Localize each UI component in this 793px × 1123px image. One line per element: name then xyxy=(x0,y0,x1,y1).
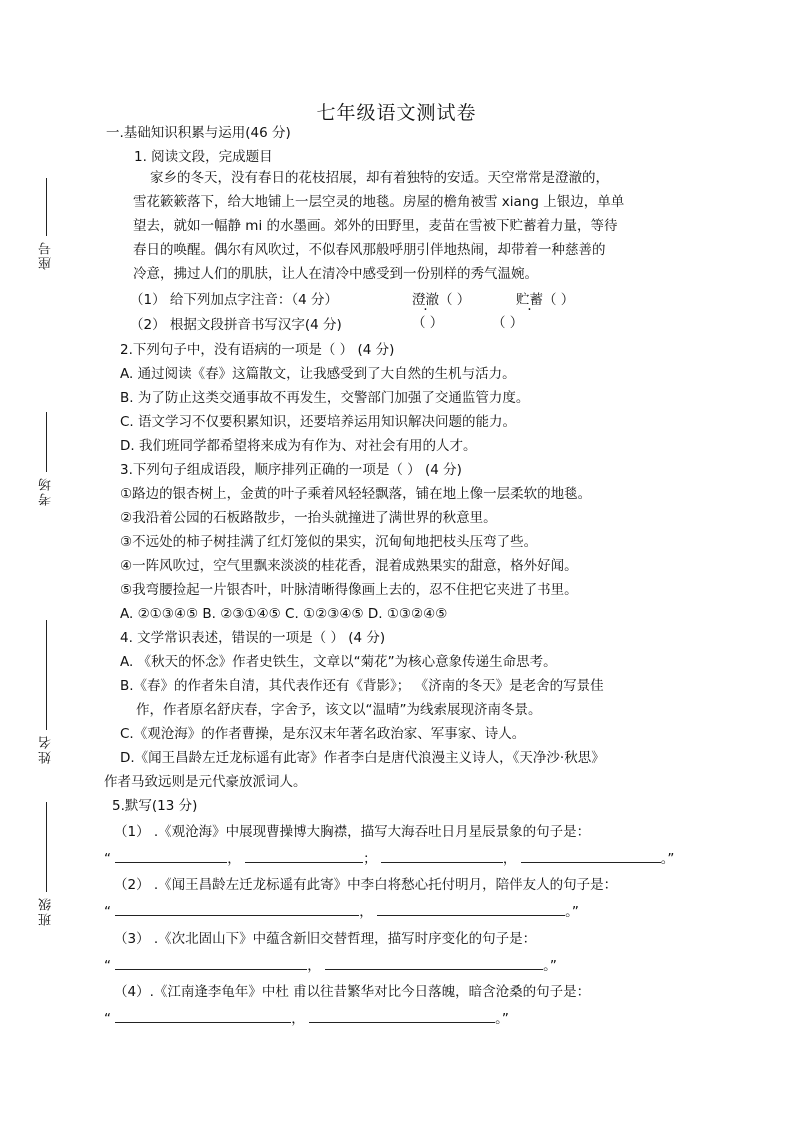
open-quote: “ xyxy=(104,1011,111,1027)
q1-sub1-word-1-text: 澄澈 xyxy=(412,292,439,308)
q1-sub1-word-1 xyxy=(412,290,470,310)
q4-option-d-line-2: 作者马致远则是元代豪放派词人。 xyxy=(104,774,307,790)
q4-heading: 4. 文学常识表述，错误的一项是（ ） (4 分) xyxy=(120,630,386,646)
open-quote: “ xyxy=(104,958,111,974)
q2-option-c: C. 语文学习不仅要积累知识，还要培养运用知识解决问题的能力。 xyxy=(120,414,517,430)
answer-blank[interactable] xyxy=(325,955,543,970)
class-field xyxy=(28,802,64,926)
comma: ， xyxy=(291,1011,305,1027)
comma: ， xyxy=(307,958,321,974)
q1-sub1-label: （1） 给下列加点字注音：（4 分） xyxy=(130,292,339,308)
q3-sentence-2: ②我沿着公园的石板路散步，一抬头就撞进了满世界的秋意里。 xyxy=(120,510,497,526)
answer-blank[interactable] xyxy=(115,955,307,970)
q1-passage-line-2: 雪花簌簌落下，给大地铺上一层空灵的地毯。房屋的檐角被雪 xiang 上银边，单单 xyxy=(133,194,625,210)
seat-field xyxy=(28,178,64,270)
answer-blank[interactable] xyxy=(377,901,565,916)
name-line xyxy=(46,620,47,730)
q3-heading: 3.下列句子组成语段，顺序排列正确的一项是（ ） (4 分) xyxy=(120,462,462,478)
comma: ， xyxy=(502,851,517,867)
q5-item-4-blanks xyxy=(104,1008,509,1029)
semicolon: ； xyxy=(363,851,377,867)
name-field xyxy=(28,620,64,764)
q2-heading: 2.下列句子中，没有语病的一项是（ ） (4 分) xyxy=(120,342,395,358)
q5-item-3: （3） .《次北固山下》中蕴含新旧交替哲理，描写时序变化的句子是： xyxy=(114,931,537,947)
seat-line xyxy=(46,178,47,236)
q5-heading: 5.默写(13 分) xyxy=(112,798,198,814)
q1-passage-line-3: 望去，就如一幅静 mi 的水墨画。郊外的田野里，麦苗在雪被下贮蓄着力量，等待 xyxy=(133,218,618,234)
name-label: 姓名 xyxy=(38,734,54,764)
q4-option-a: A. 《秋天的怀念》作者史铁生，文章以“菊花”为核心意象传递生命思考。 xyxy=(120,654,557,670)
q1-sub1-word-2-text: 贮蓄 xyxy=(516,292,543,308)
q1-sub2-label: （2） 根据文段拼音书写汉字(4 分) xyxy=(130,317,342,333)
q3-sentence-1: ①路边的银杏树上，金黄的叶子乘着风轻轻飘落，铺在地上像一层柔软的地毯。 xyxy=(120,486,592,502)
room-field xyxy=(28,412,64,506)
q2-option-b: B. 为了防止这类交通事故不再发生，交警部门加强了交通监管力度。 xyxy=(120,390,530,406)
q5-item-1: （1） .《观沧海》中展现曹操博大胸襟，描写大海吞吐日月星辰景象的句子是： xyxy=(114,824,591,840)
q4-option-c: C.《观沧海》的作者曹操，是东汉末年著名政治家、军事家、诗人。 xyxy=(120,726,526,742)
q5-item-2-blanks xyxy=(104,901,579,922)
answer-blank[interactable] xyxy=(115,1008,291,1023)
q1-passage-line-4: 春日的唤醒。偶尔有风吹过，不似春风那般呼朋引伴地热闹，却带着一种慈善的 xyxy=(133,242,606,258)
class-line xyxy=(46,802,47,892)
section-heading: 一.基础知识积累与运用(46 分) xyxy=(106,125,291,141)
open-quote: “ xyxy=(104,904,111,920)
q1-heading: 1. 阅读文段，完成题目 xyxy=(134,149,273,165)
close-quote: 。” xyxy=(495,1011,509,1027)
q5-item-1-blanks xyxy=(104,848,674,869)
page-title: 七年级语文测试卷 xyxy=(316,102,477,124)
room-label: 考场 xyxy=(38,476,54,506)
q1-sub1-paren-2: （ ） xyxy=(543,292,575,308)
q1-sub2-paren-1: （ ） xyxy=(412,315,444,331)
q3-sentence-4: ④一阵风吹过，空气里飘来淡淡的桂花香，混着成熟果实的甜意，格外好闻。 xyxy=(120,558,578,574)
open-quote: “ xyxy=(104,851,111,867)
q1-sub1-paren-1: （ ） xyxy=(439,292,471,308)
q4-option-d-line-1: D.《闻王昌龄左迁龙标遥有此寄》作者李白是唐代浪漫主义诗人，《天净沙·秋思》 xyxy=(120,750,605,766)
answer-blank[interactable] xyxy=(381,848,503,863)
q3-sentence-5: ⑤我弯腰捡起一片银杏叶，叶脉清晰得像画上去的，忍不住把它夹进了书里。 xyxy=(120,582,578,598)
q2-option-d: D. 我们班同学都希望将来成为有作为、对社会有用的人才。 xyxy=(120,438,477,454)
q3-sentence-3: ③不远处的柿子树挂满了红灯笼似的果实，沉甸甸地把枝头压弯了些。 xyxy=(120,534,538,550)
q1-sub1-word-2 xyxy=(516,290,574,310)
q5-item-2: （2） .《闻王昌龄左迁龙标遥有此寄》中李白将愁心托付明月，陪伴友人的句子是： xyxy=(114,877,618,893)
answer-blank[interactable] xyxy=(521,848,661,863)
answer-blank[interactable] xyxy=(115,848,227,863)
q1-passage-line-5: 冷意，拂过人们的肌肤，让人在清冷中感受到一份别样的秀气温婉。 xyxy=(133,266,538,282)
q5-item-3-blanks xyxy=(104,955,557,976)
room-line xyxy=(46,412,47,472)
close-quote: 。” xyxy=(660,851,675,867)
seat-label: 座号 xyxy=(38,240,54,270)
q3-options: A. ②①③④⑤ B. ②③①④⑤ C. ①②③④⑤ D. ①③②④⑤ xyxy=(120,606,448,622)
comma: ， xyxy=(359,904,373,920)
q5-item-4: （4）.《江南逢李龟年》中杜 甫以往昔繁华对比今日落魄，暗含沧桑的句子是： xyxy=(114,984,591,1000)
close-quote: 。” xyxy=(565,904,579,920)
class-label: 班级 xyxy=(38,896,54,926)
comma: ， xyxy=(227,851,241,867)
answer-blank[interactable] xyxy=(309,1008,495,1023)
q4-option-b-line-1: B.《春》的作者朱自清，其代表作还有《背影》； 《济南的冬天》是老舍的写景佳 xyxy=(120,678,604,694)
answer-blank[interactable] xyxy=(115,901,359,916)
q1-passage-line-1: 家乡的冬天，没有春日的花枝招展，却有着独特的安适。天空常常是澄澈的， xyxy=(150,170,609,186)
answer-blank[interactable] xyxy=(245,848,363,863)
q4-option-b-line-2: 作，作者原名舒庆春，字舍予，该文以“温晴”为线索展现济南冬景。 xyxy=(136,702,542,718)
q1-sub2-paren-2: （ ） xyxy=(492,315,524,331)
q2-option-a: A. 通过阅读《春》这篇散文，让我感受到了大自然的生机与活力。 xyxy=(120,366,516,382)
close-quote: 。” xyxy=(543,958,557,974)
